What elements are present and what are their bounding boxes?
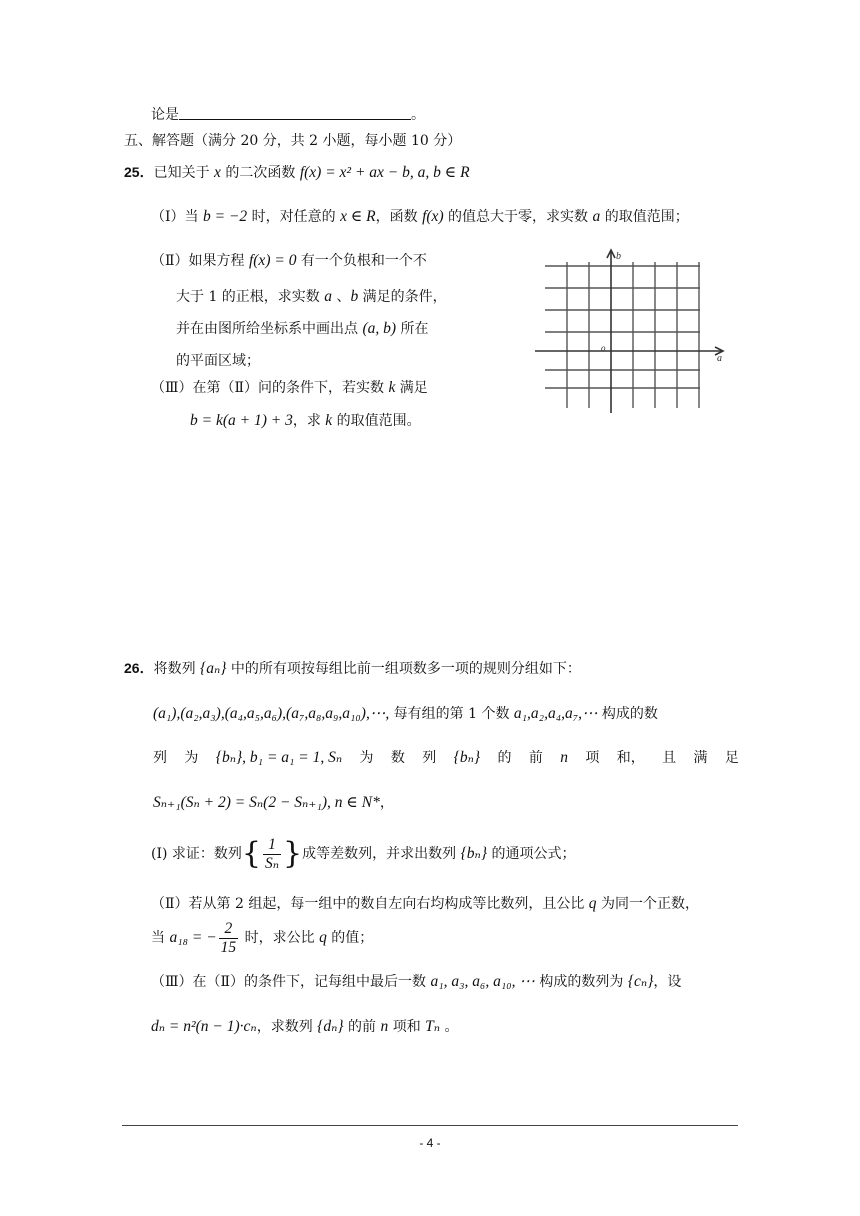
q25-p1-math-1: b = −2	[202, 208, 248, 225]
q26-part1	[151, 834, 575, 874]
q26-l3-w10: 且	[662, 750, 677, 766]
q26-text-1: 将数列	[153, 661, 201, 677]
prev-conclusion-line	[151, 104, 425, 126]
q26-math-recurrence: Sₙ₊₁(Sₙ + 2) = Sₙ(2 − Sₙ₊₁), n ∈ N*	[153, 794, 380, 811]
q26-p3-math-n: n	[380, 1018, 389, 1035]
axis-a-label: a	[717, 353, 722, 364]
q26-p1-fraction	[263, 836, 281, 873]
q26-line3	[153, 747, 739, 769]
q26-stem	[124, 657, 581, 680]
q26-p3-math-1: a₁, a₃, a₆, a₁₀, ⋯	[430, 973, 535, 990]
q26-part2-line1	[151, 893, 699, 915]
q25-p1-math-3: f(x)	[422, 208, 444, 225]
q26-p2-text-1: （Ⅱ）若从第 2 组起，每一组中的数自左向右均构成等比数列，且公比	[151, 896, 589, 912]
footer-divider	[122, 1125, 738, 1126]
q26-text-3: 每有组的第 1 个数	[389, 706, 514, 722]
q26-p3-text-3: ，设	[653, 974, 682, 990]
fraction-denominator: 15	[220, 938, 237, 956]
q25-part2-line1	[151, 250, 427, 272]
q26-l3-math-2: {bₙ}	[453, 749, 481, 766]
q26-p3-math-dn2: {dₙ}	[317, 1018, 344, 1035]
prev-end: 。	[411, 107, 425, 123]
q26-l3-w5: 列	[422, 750, 437, 766]
q26-p3-text-1: （Ⅲ）在（Ⅱ）的条件下，记每组中最后一数	[151, 974, 431, 990]
q26-number: 26．	[124, 660, 154, 676]
q25-p3-text-4: 的取值范围。	[332, 413, 421, 429]
axis-b-label: b	[616, 251, 621, 262]
q26-l3-w8: 项	[585, 750, 600, 766]
fraction-denominator: Sₙ	[265, 854, 280, 872]
q26-text-4: 构成的数	[597, 706, 658, 722]
q26-p3-text-4: ，求数列	[256, 1019, 318, 1035]
q25-part2-line2	[176, 286, 447, 308]
q26-l3-w2: 为	[184, 750, 199, 766]
q25-p1-text-3: ，函数	[375, 209, 423, 225]
q25-p3-math-eq: b = k(a + 1) + 3	[190, 412, 293, 429]
q25-p3-text-2: 满足	[395, 380, 428, 396]
coordinate-grid[interactable]	[535, 248, 735, 422]
q26-line2	[153, 703, 658, 725]
q26-math-first: a₁,a₂,a₄,a₇,⋯	[513, 705, 598, 722]
answer-blank[interactable]	[179, 105, 411, 120]
q25-p2-text-5: 满足的条件，	[358, 289, 447, 305]
left-brace: {	[241, 836, 261, 871]
q26-p2-fraction	[219, 920, 239, 957]
q25-p1-text-4: 的值总大于零，求实数	[443, 209, 593, 225]
q25-stem	[124, 161, 470, 184]
q26-p3-text-6: 项和	[388, 1019, 426, 1035]
q26-text-5: ，	[379, 795, 394, 811]
q26-l3-w7: 前	[528, 750, 543, 766]
q25-p3-text-1: （Ⅲ）在第（Ⅱ）问的条件下，若实数	[151, 380, 389, 396]
q25-part3-line1	[151, 377, 428, 399]
q25-part1	[151, 206, 689, 228]
q26-p2-math-q2: q	[319, 929, 327, 946]
q25-p2-text-3: 大于 1 的正根，求实数	[176, 289, 325, 305]
q25-p2-text-7: 所在	[396, 321, 429, 337]
q25-p2-math-point: (a, b)	[362, 320, 397, 337]
q26-math-an: {aₙ}	[200, 660, 227, 677]
fraction-numerator: 1	[263, 836, 281, 855]
q25-p2-math-b: b	[350, 288, 359, 305]
q26-l3-math-1: {bₙ}, b₁ = a₁ = 1, Sₙ	[215, 749, 343, 766]
q25-p1-text-5: 的取值范围；	[600, 209, 689, 225]
q26-p2-text-2: 为同一个正数，	[596, 896, 699, 912]
q25-var-x: x	[214, 164, 221, 181]
q25-stem-text-2: 的二次函数	[220, 165, 300, 181]
q25-stem-text-1: 已知关于	[153, 165, 215, 181]
q26-p3-text-5: 的前	[343, 1019, 381, 1035]
q25-p2-text-4: 、	[332, 289, 351, 305]
q25-p1-text-2: 时，对任意的	[247, 209, 341, 225]
q25-part3-line2	[190, 410, 421, 432]
q26-l3-w1: 列	[153, 750, 167, 766]
q26-l3-w9: 和，	[616, 750, 645, 766]
grid-lines	[545, 262, 700, 408]
q26-part3-line2	[151, 1016, 459, 1038]
q25-p2-math-a: a	[324, 288, 333, 305]
q25-part2-line4: 的平面区域；	[176, 353, 260, 369]
q26-p1-text-1: (Ⅰ) 求证：数列	[151, 846, 242, 862]
q26-p2-text-4: 时，求公比	[240, 930, 320, 946]
q26-p1-math-bn: {bₙ}	[460, 845, 488, 862]
q25-p2-text-6: 并在由图所给坐标系中画出点	[176, 321, 363, 337]
grid-svg	[535, 248, 735, 418]
q26-part2-line2	[151, 918, 373, 958]
page-number: - 4 -	[419, 1136, 441, 1150]
q26-line4	[153, 792, 394, 814]
q26-p2-text-3: 当	[151, 930, 170, 946]
q26-l3-w6: 的	[497, 750, 512, 766]
q25-p2-math-1: f(x) = 0	[248, 252, 297, 269]
q26-p3-math-tn: Tₙ	[425, 1018, 441, 1035]
q25-p1-text-1: （Ⅰ）当	[151, 209, 203, 225]
q26-p3-math-dn: dₙ = n²(n − 1)·cₙ	[151, 1018, 257, 1035]
q26-p2-math-a18: a₁₈ = −	[169, 929, 217, 946]
q25-function: f(x) = x² + ax − b, a, b ∈ R	[299, 164, 470, 181]
q26-l3-w3: 为	[359, 750, 374, 766]
fraction-numerator: 2	[219, 920, 239, 939]
q26-l3-w12: 足	[724, 750, 739, 766]
q25-p2-text-1: （Ⅱ）如果方程	[151, 253, 249, 269]
q26-l3-w11: 满	[693, 750, 708, 766]
q26-p2-math-q: q	[588, 895, 597, 912]
q26-part3-line1	[151, 971, 681, 993]
q26-p3-text-2: 构成的数列为	[534, 974, 628, 990]
q25-p1-math-4: a	[592, 208, 601, 225]
section-title: 五、解答题（满分 20 分，共 2 小题，每小题 10 分）	[124, 133, 462, 149]
q26-p1-text-3: 的通项公式；	[487, 846, 576, 862]
q25-p2-text-2: 有一个负根和一个不	[296, 253, 427, 269]
q25-part2-line3	[176, 318, 428, 340]
q26-p3-math-cn: {cₙ}	[627, 973, 654, 990]
q26-p3-text-7: 。	[440, 1019, 459, 1035]
q26-math-groups: (a₁),(a₂,a₃),(a₄,a₅,a₆),(a₇,a₈,a₉,a₁₀),⋯,	[153, 705, 390, 722]
origin-label: o	[601, 343, 606, 353]
q26-l3-w4: 数	[390, 750, 405, 766]
q26-l3-math-n: n	[560, 749, 568, 766]
q25-p3-text-3: ，求	[292, 413, 326, 429]
q25-p1-math-2: x ∈ R	[340, 208, 376, 225]
prev-label: 论是	[151, 107, 179, 123]
q26-p2-text-5: 的值；	[326, 930, 374, 946]
q25-number: 25．	[124, 164, 154, 180]
q26-text-2: 中的所有项按每组比前一组项数多一项的规则分组如下：	[226, 661, 581, 677]
right-brace: }	[283, 836, 303, 871]
q26-p1-text-2: 成等差数列，并求出数列	[302, 846, 461, 862]
q25-p3-math-k: k	[388, 379, 396, 396]
q25-p3-math-k2: k	[325, 412, 333, 429]
